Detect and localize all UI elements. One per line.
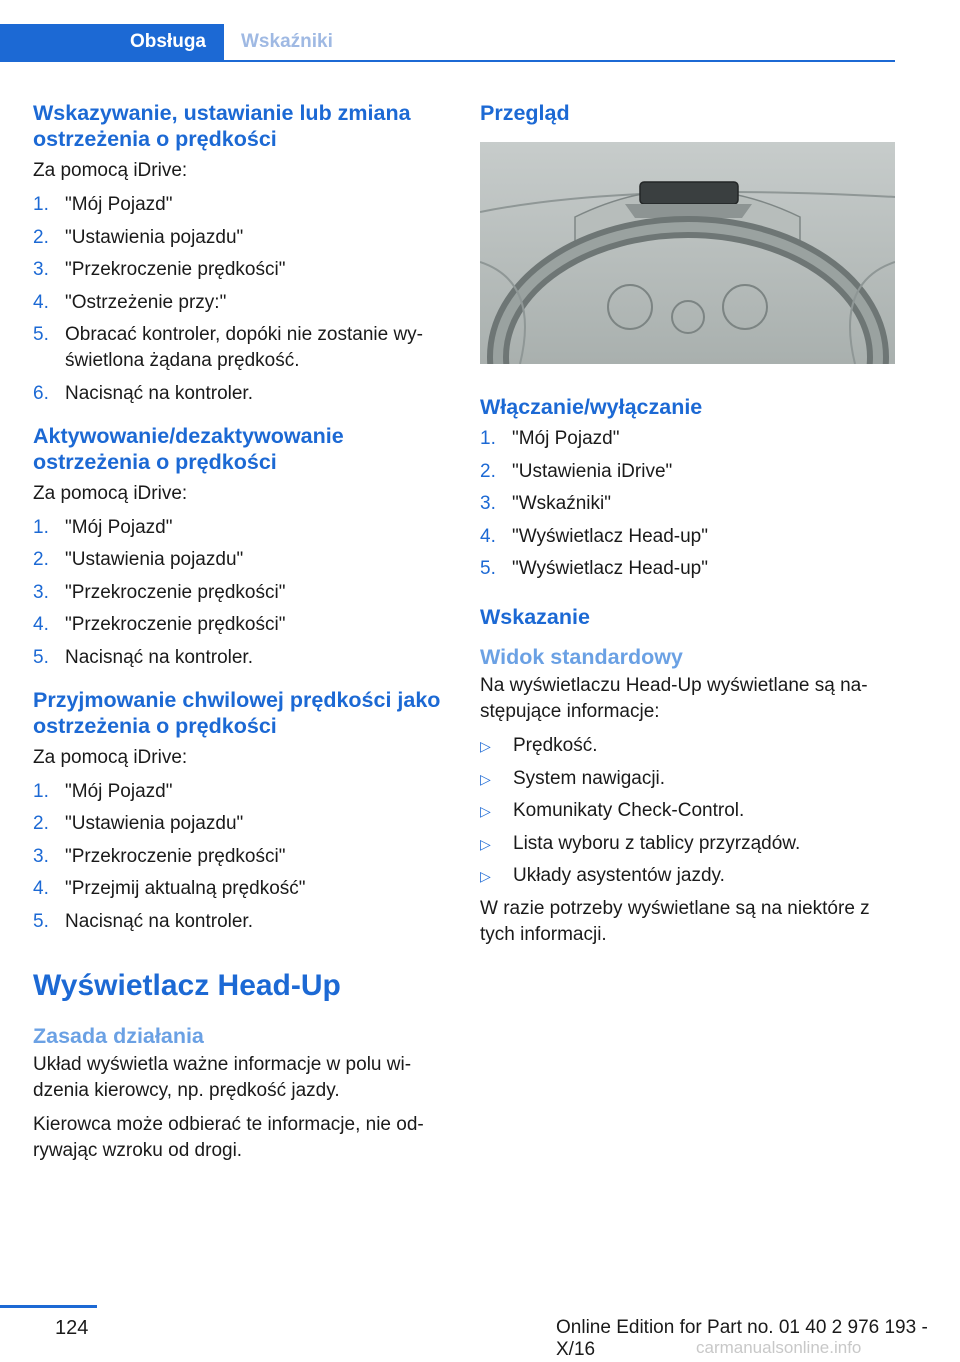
- chapter-title: Wyświetlacz Head-Up: [33, 968, 341, 1002]
- step-item: [33, 779, 443, 805]
- step-text: "Ustawienia pojazdu": [65, 549, 244, 570]
- section-speed-warning-current: [33, 687, 443, 935]
- step-number: 1.: [480, 428, 496, 449]
- step-text: "Mój Pojazd": [65, 780, 173, 802]
- step-number: 3.: [33, 581, 49, 603]
- step-number: 4.: [33, 614, 49, 635]
- triangle-bullet-icon: ▷: [480, 868, 491, 884]
- step-text: "Wskaźniki": [512, 493, 611, 514]
- step-number: 4.: [33, 291, 49, 313]
- step-item: [480, 556, 895, 582]
- step-text: "Mój Pojazd": [65, 194, 173, 215]
- step-number: 1.: [33, 194, 49, 215]
- step-item: [480, 491, 895, 517]
- intro-text: Na wyświetlaczu Head-Up wyświetlane są na-stępujące informacje:: [480, 675, 868, 722]
- step-text: "Przejmij aktualną prędkość": [65, 878, 306, 899]
- step-text: "Przekroczenie prędkości": [65, 845, 286, 867]
- page-number: 124: [55, 1317, 89, 1339]
- intro-text: Za pomocą iDrive:: [33, 482, 188, 504]
- steps-list: [33, 515, 443, 671]
- step-text: "Ustawienia pojazdu": [65, 226, 244, 248]
- step-number: 1.: [33, 780, 49, 802]
- triangle-bullet-icon: ▷: [480, 803, 491, 819]
- step-text: Nacisnąć na kontroler.: [65, 910, 253, 932]
- section-title: Przyjmowanie chwilowej prędkości jako ostrzeżenia o prędkości: [33, 687, 441, 738]
- section-hud-display: [480, 604, 895, 948]
- step-text: Nacisnąć na kontroler.: [65, 382, 253, 404]
- section-title: Wskazanie: [480, 605, 590, 629]
- steps-list: [33, 779, 443, 935]
- step-text: "Mój Pojazd": [512, 428, 620, 449]
- triangle-bullet-icon: ▷: [480, 738, 491, 754]
- section-head-up-display: [33, 969, 443, 1164]
- step-item: [33, 844, 443, 870]
- step-item: [33, 290, 443, 316]
- steps-list: [33, 192, 443, 407]
- step-text: "Przekroczenie prędkości": [65, 581, 286, 603]
- step-item: [33, 909, 443, 935]
- step-item: [33, 811, 443, 837]
- body-paragraph: Układ wyświetla ważne informacje w polu wi-dzenia kierowcy, np. prędkość jazdy.: [33, 1053, 412, 1101]
- step-number: 2.: [33, 226, 49, 248]
- step-number: 6.: [33, 382, 49, 404]
- step-number: 2.: [33, 549, 49, 570]
- step-item: [33, 645, 443, 671]
- section-title: Wskazywanie, ustawianie lub zmiana ostrzeżenia o prędkości: [33, 101, 411, 151]
- section-speed-warning-set: [33, 100, 443, 407]
- step-number: 5.: [33, 324, 49, 345]
- edition-text: Online Edition for Part no. 01 40 2 976 193 - X/16: [556, 1317, 928, 1360]
- step-text: "Wyświetlacz Head-up": [512, 558, 708, 579]
- footer-divider: [0, 1305, 97, 1308]
- step-number: 4.: [33, 878, 49, 899]
- step-item: [33, 547, 443, 573]
- step-number: 5.: [480, 558, 496, 579]
- steps-list: [480, 426, 895, 582]
- step-item: [33, 381, 443, 407]
- step-number: 2.: [480, 460, 496, 482]
- section-title-overview: Przegląd: [480, 101, 570, 125]
- step-item: [33, 515, 443, 541]
- intro-text: Za pomocą iDrive:: [33, 746, 188, 768]
- subsection-title: Widok standardowy: [480, 645, 683, 669]
- step-item: [33, 876, 443, 902]
- step-item: [480, 426, 895, 452]
- step-number: 3.: [33, 259, 49, 280]
- step-text: Nacisnąć na kontroler.: [65, 646, 253, 668]
- list-item: ▷ System nawigacji.: [480, 766, 895, 792]
- step-text: "Wyświetlacz Head-up": [512, 525, 708, 547]
- body-paragraph: Kierowca może odbierać te informacje, nie od-rywając wzroku od drogi.: [33, 1113, 424, 1161]
- section-speed-warning-toggle: [33, 423, 443, 671]
- header-divider: [0, 60, 895, 62]
- bullet-list: [480, 733, 895, 889]
- subsection-title: Zasada działania: [33, 1023, 204, 1048]
- right-column: [480, 100, 895, 956]
- step-text: "Ostrzeżenie przy:": [65, 291, 227, 313]
- list-item: ▷ Prędkość.: [480, 733, 895, 759]
- step-item: [33, 192, 443, 218]
- step-number: 3.: [480, 493, 496, 514]
- step-text: "Mój Pojazd": [65, 516, 173, 538]
- list-item: ▷ Lista wyboru z tablicy przyrządów.: [480, 831, 895, 857]
- step-item: [480, 524, 895, 550]
- step-number: 3.: [33, 845, 49, 867]
- note-text: W razie potrzeby wyświetlane są na niektóre z tych informacji.: [480, 897, 870, 945]
- head-up-display-illustration: [480, 142, 895, 364]
- step-item: [480, 459, 895, 485]
- page-header: [0, 24, 895, 62]
- section-hud-toggle: [480, 394, 895, 582]
- list-item: ▷ Komunikaty Check-Control.: [480, 798, 895, 824]
- step-number: 5.: [33, 910, 49, 932]
- step-number: 1.: [33, 516, 49, 538]
- step-number: 5.: [33, 646, 49, 668]
- step-item: [33, 257, 443, 283]
- triangle-bullet-icon: ▷: [480, 835, 491, 852]
- step-item: [33, 322, 443, 374]
- step-text: "Ustawienia pojazdu": [65, 813, 244, 834]
- intro-text: Za pomocą iDrive:: [33, 160, 188, 181]
- step-text: "Ustawienia iDrive": [512, 460, 673, 482]
- step-text: "Przekroczenie prędkości": [65, 259, 286, 280]
- step-item: [33, 612, 443, 638]
- section-tab-obsluga[interactable]: Obsługa: [0, 24, 224, 60]
- step-item: [33, 225, 443, 251]
- list-item: ▷ Układy asystentów jazdy.: [480, 863, 895, 889]
- left-column: [33, 100, 443, 1172]
- step-text: "Przekroczenie prędkości": [65, 614, 286, 635]
- step-text: Obracać kontroler, dopóki nie zostanie wy-świetlona żądana prędkość.: [65, 324, 424, 371]
- step-number: 2.: [33, 813, 49, 834]
- step-item: [33, 580, 443, 606]
- triangle-bullet-icon: ▷: [480, 770, 491, 787]
- section-title: Włączanie/wyłączanie: [480, 395, 703, 419]
- watermark: carmanualsonline.info: [696, 1338, 862, 1357]
- step-number: 4.: [480, 525, 496, 547]
- section-title: Aktywowanie/dezaktywowanie ostrzeżenia o prędkości: [33, 423, 344, 474]
- section-tab-wskazniki[interactable]: Wskaźniki: [241, 31, 333, 52]
